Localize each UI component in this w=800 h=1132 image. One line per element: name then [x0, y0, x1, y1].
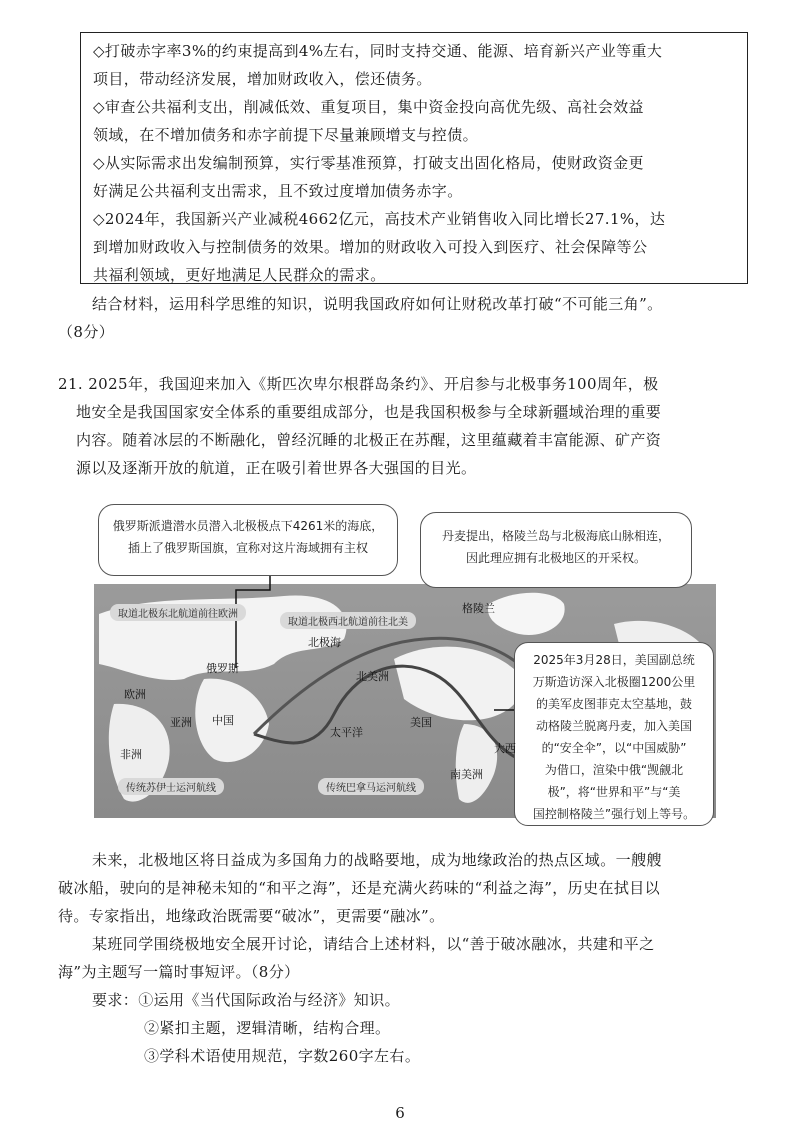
label-russia: 俄罗斯	[206, 662, 239, 675]
callout-us-line: 极”，将“世界和平”与“美	[547, 785, 681, 799]
callout-us-line: 2025年3月28日，美国副总统	[533, 653, 695, 667]
route-tag-suez: 传统苏伊士运河航线	[118, 778, 224, 795]
label-europe: 欧洲	[124, 688, 146, 701]
label-china: 中国	[212, 714, 234, 727]
requirement-line: ②紧扣主题，逻辑清晰，结构合理。	[144, 1019, 391, 1037]
label-africa: 非洲	[120, 748, 142, 761]
label-south-america: 南美洲	[450, 768, 483, 781]
arctic-map-figure	[94, 500, 716, 821]
q21-intro-line: 21. 2025年，我国迎来加入《斯匹次卑尔根群岛条约》、开启参与北极事务100周年，极	[58, 375, 659, 393]
label-north-america: 北美洲	[356, 670, 389, 683]
material-line: ◇从实际需求出发编制预算，实行零基准预算，打破支出固化格局，使财政资金更	[93, 154, 644, 172]
callout-us-line: 动格陵兰脱离丹麦，加入美国	[535, 719, 692, 733]
callout-us-line: 万斯造访深入北极圈1200公里	[532, 675, 696, 689]
material-line: ◇2024年，我国新兴产业减税4662亿元，高技术产业销售收入同比增长27.1%，达	[93, 210, 666, 228]
requirement-line: ③学科术语使用规范，字数260字左右。	[144, 1047, 421, 1065]
callout-russia	[98, 504, 398, 576]
q21-more-line: 海”为主题写一篇时事短评。（8分）	[58, 963, 300, 981]
q21-more-line: 未来，北极地区将日益成为多国角力的战略要地，成为地缘政治的热点区域。一艘艘	[92, 851, 662, 869]
label-atlantic: 大西	[494, 742, 516, 755]
q20-prompt-line: 结合材料，运用科学思维的知识，说明我国政府如何让财税改革打破“不可能三角”。	[92, 295, 663, 313]
callout-us-line: 为借口，渲染中俄“觊觎北	[544, 763, 684, 777]
material-line: 领域，在不增加债务和赤字前提下尽量兼顾增支与控债。	[93, 126, 479, 144]
q21-more-line: 待。专家指出，地缘政治既需要“破冰”，更需要“融冰”。	[58, 907, 445, 925]
material-line: 好满足公共福利支出需求，且不致过度增加债务赤字。	[93, 182, 463, 200]
page-number: 6	[395, 1104, 405, 1122]
q21-more-line: 破冰船，驶向的是神秘未知的“和平之海”，还是充满火药味的“利益之海”，历史在拭目以	[58, 879, 661, 897]
callout-denmark-line: 丹麦提出，格陵兰岛与北极海底山脉相连，	[441, 529, 670, 543]
label-greenland: 格陵兰	[462, 602, 495, 615]
route-tag-northeast: 取道北极东北航道前往欧洲	[110, 604, 246, 621]
label-arctic-ocean: 北极海	[308, 636, 341, 649]
callout-denmark-line: 因此理应拥有北极地区的开采权。	[465, 551, 646, 565]
q21-intro-line: 源以及逐渐开放的航道，正在吸引着世界各大强国的目光。	[76, 459, 477, 477]
material-box	[80, 32, 748, 284]
callout-us-line: 的美军皮图菲克太空基地，鼓	[535, 697, 692, 711]
callout-us-line: 的“安全伞”，以“中国威胁”	[541, 741, 687, 755]
callout-denmark	[420, 512, 692, 588]
callout-russia-line: 插上了俄罗斯国旗，宣称对这片海域拥有主权	[127, 541, 368, 555]
material-line: 到增加财政收入与控制债务的效果。增加的财政收入可投入到医疗、社会保障等公	[93, 238, 648, 256]
callout-us	[514, 642, 714, 826]
material-line: ◇打破赤字率3%的约束提高到4%左右，同时支持交通、能源、培育新兴产业等重大	[93, 42, 663, 60]
route-tag-northwest: 取道北极西北航道前往北美	[280, 612, 416, 629]
q21-intro-line: 内容。随着冰层的不断融化，曾经沉睡的北极正在苏醒，这里蕴藏着丰富能源、矿产资	[76, 431, 662, 449]
material-line: 共福利领域，更好地满足人民群众的需求。	[93, 266, 386, 284]
callout-russia-line: 俄罗斯派遣潜水员潜入北极极点下4261米的海底，	[112, 519, 384, 533]
label-pacific: 太平洋	[330, 726, 363, 739]
requirement-line: 要求：①运用《当代国际政治与经济》知识。	[92, 991, 401, 1009]
callout-us-line: 国控制格陵兰”强行划上等号。	[532, 807, 696, 821]
route-tag-panama: 传统巴拿马运河航线	[318, 778, 424, 795]
label-asia: 亚洲	[170, 716, 192, 729]
q21-more-line: 某班同学围绕极地安全展开讨论，请结合上述材料，以“善于破冰融冰，共建和平之	[92, 935, 655, 953]
q20-score: （8分）	[58, 323, 115, 341]
label-usa: 美国	[410, 716, 432, 729]
q21-intro-line: 地安全是我国国家安全体系的重要组成部分，也是我国积极参与全球新疆域治理的重要	[76, 403, 662, 421]
material-line: 项目，带动经济发展，增加财政收入，偿还债务。	[93, 70, 432, 88]
material-line: ◇审查公共福利支出，削减低效、重复项目，集中资金投向高优先级、高社会效益	[93, 98, 644, 116]
